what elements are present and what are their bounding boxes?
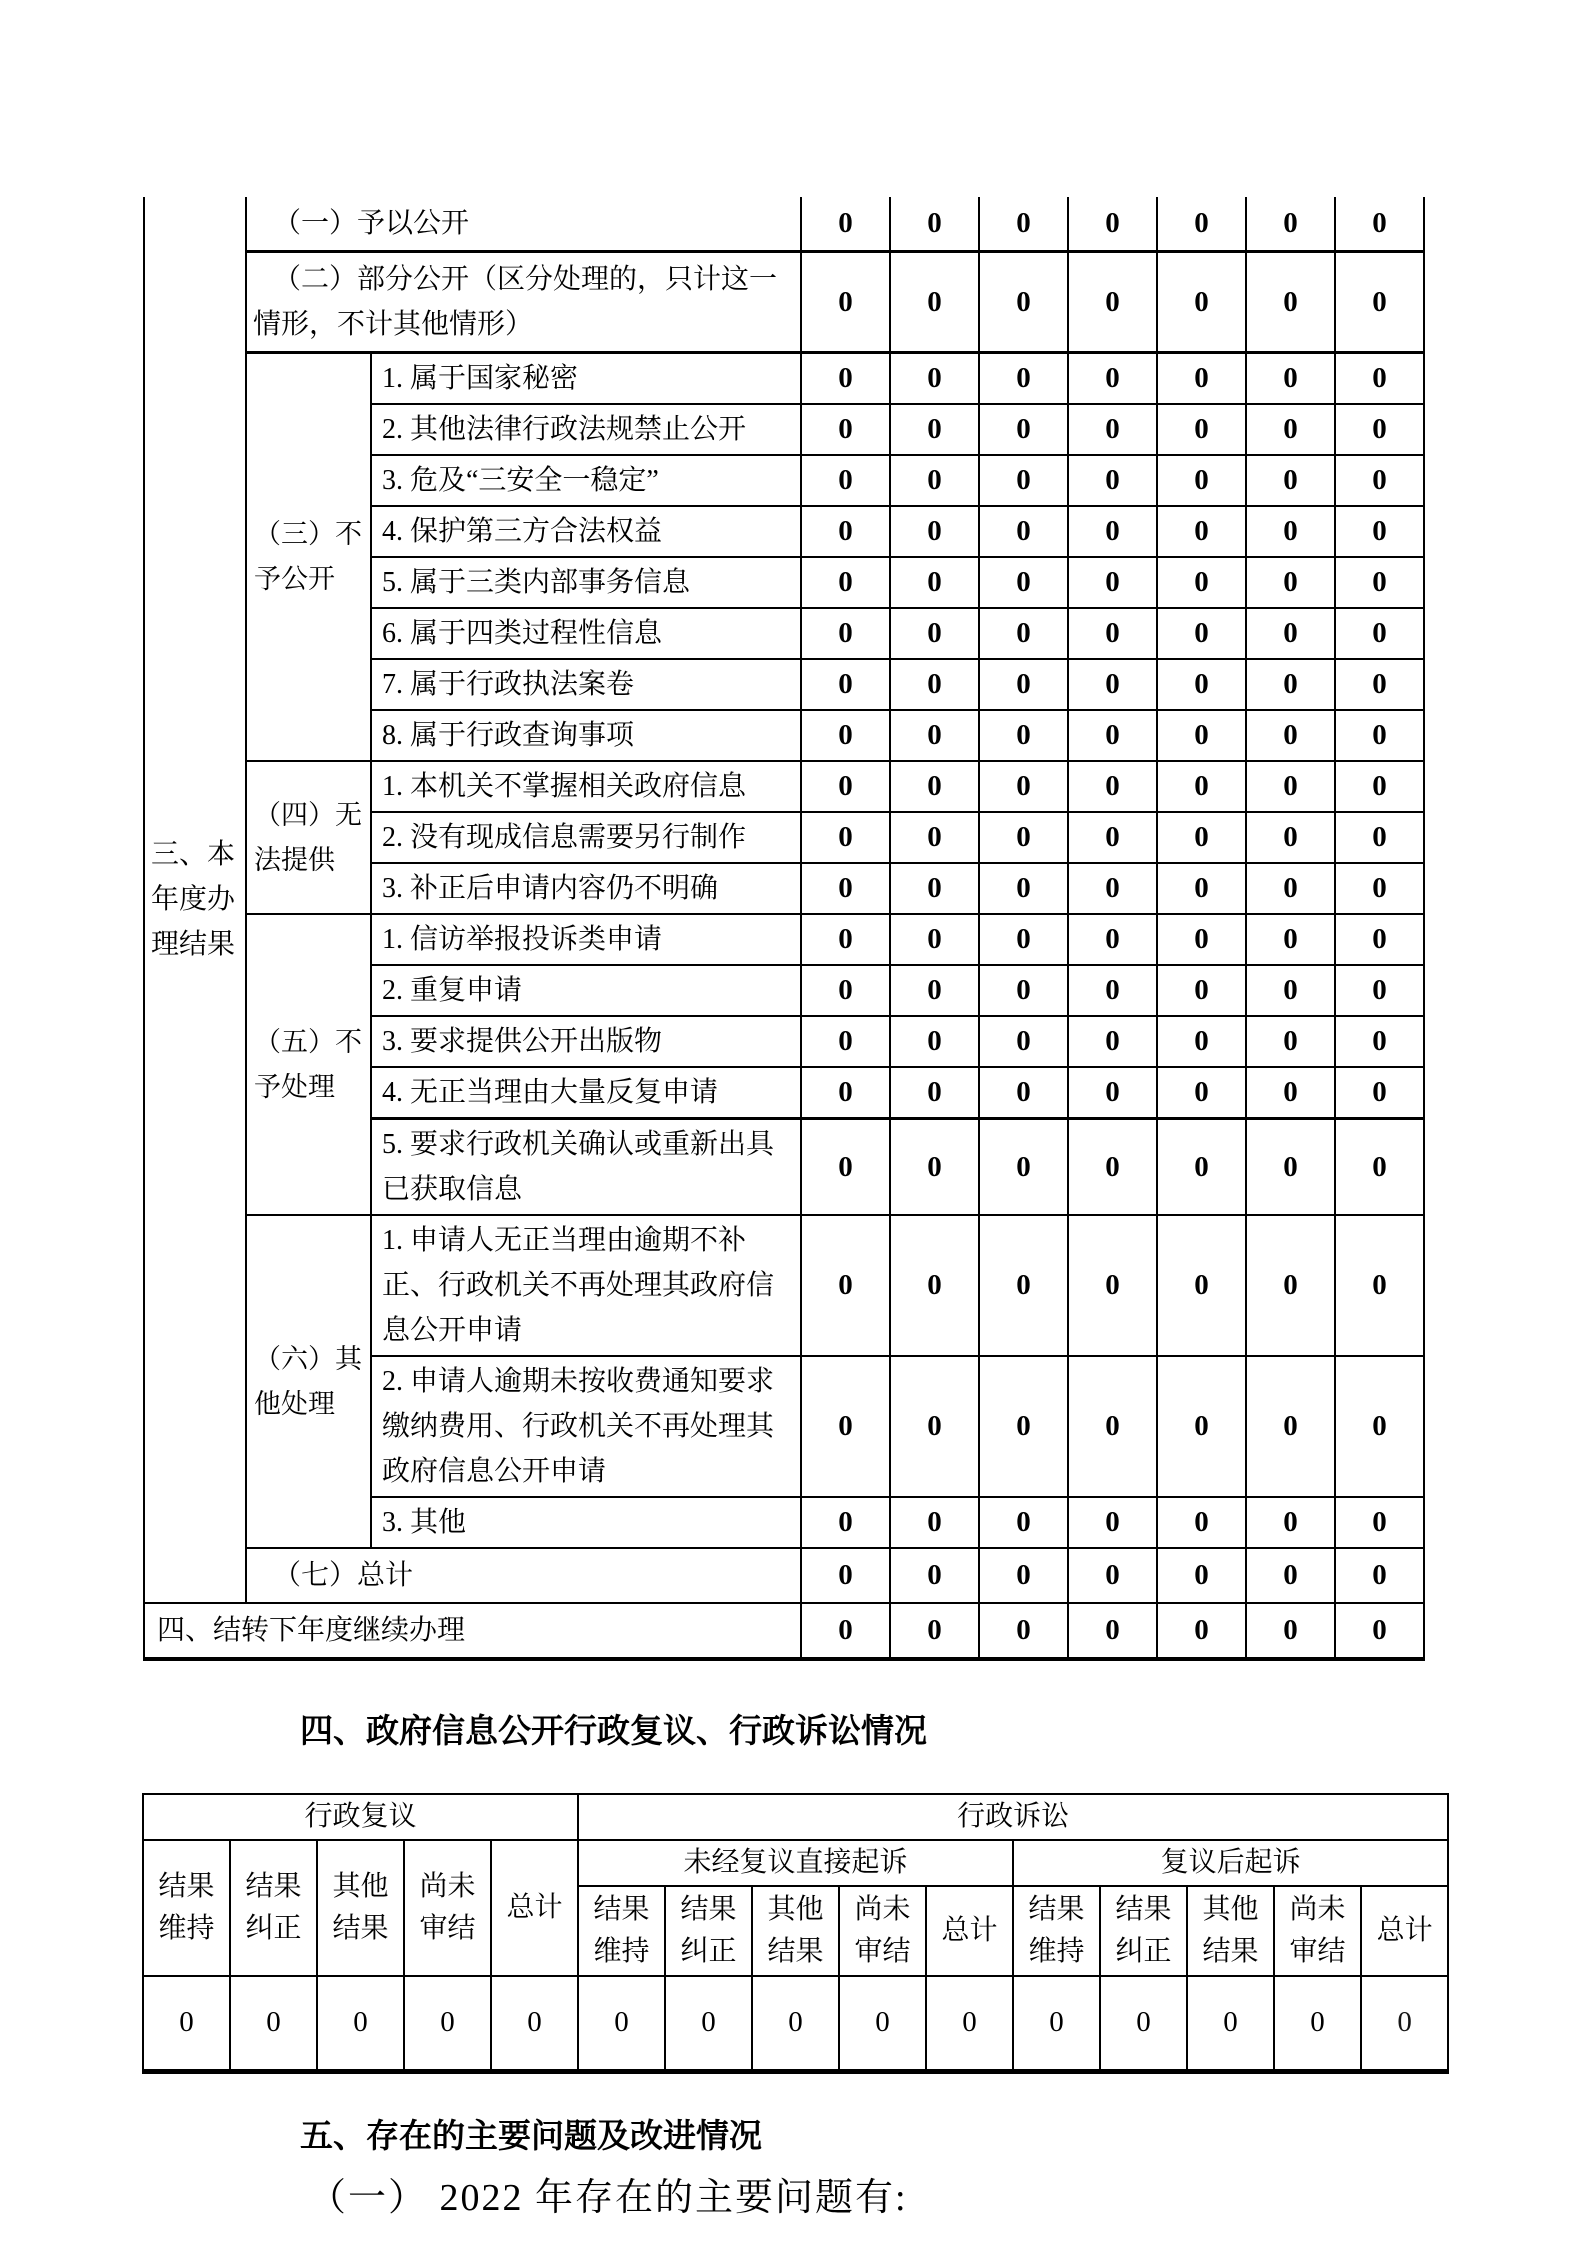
value-cell: 0 [1246,1603,1335,1659]
column-header: 其他结果 [1187,1886,1274,1976]
value-cell: 0 [1068,608,1157,659]
value-cell: 0 [1246,914,1335,965]
value-cell: 0 [979,659,1068,710]
value-cell: 0 [890,557,979,608]
value-cell: 0 [1157,1067,1246,1119]
value-cell: 0 [1246,1548,1335,1603]
value-cell: 0 [1157,353,1246,405]
value-cell: 0 [1157,608,1246,659]
value-cell: 0 [1246,252,1335,353]
value-cell: 0 [1068,1548,1157,1603]
value-cell: 0 [491,1976,578,2071]
column-header: 其他结果 [752,1886,839,1976]
row-label: 1. 属于国家秘密 [371,353,801,405]
value-cell: 0 [890,812,979,863]
value-cell: 0 [1068,710,1157,761]
value-cell: 0 [890,1548,979,1603]
value-cell: 0 [801,965,890,1016]
row-label: 6. 属于四类过程性信息 [371,608,801,659]
value-cell: 0 [801,404,890,455]
value-cell: 0 [1068,1497,1157,1548]
value-cell: 0 [979,506,1068,557]
value-cell: 0 [1335,710,1424,761]
reconsideration-group-header: 行政复议 [143,1794,578,1840]
value-cell: 0 [979,1497,1068,1548]
value-cell: 0 [890,659,979,710]
value-cell: 0 [801,557,890,608]
value-cell: 0 [890,506,979,557]
value-cell: 0 [1335,252,1424,353]
value-cell: 0 [890,761,979,812]
value-cell: 0 [1246,710,1335,761]
value-cell: 0 [1246,659,1335,710]
row-label: 5. 要求行政机关确认或重新出具已获取信息 [371,1119,801,1216]
value-cell: 0 [890,353,979,405]
row-label: 5. 属于三类内部事务信息 [371,557,801,608]
value-cell: 0 [1335,1067,1424,1119]
value-cell: 0 [1157,506,1246,557]
value-cell: 0 [1157,1356,1246,1497]
value-cell: 0 [1068,914,1157,965]
value-cell: 0 [890,1497,979,1548]
value-cell: 0 [801,197,890,252]
value-cell: 0 [1274,1976,1361,2071]
value-cell: 0 [1157,1603,1246,1659]
value-cell: 0 [1068,506,1157,557]
value-cell: 0 [1157,863,1246,914]
value-cell: 0 [1068,659,1157,710]
value-cell: 0 [143,1976,230,2071]
value-cell: 0 [1068,455,1157,506]
value-cell: 0 [1246,1016,1335,1067]
row-label: 2. 其他法律行政法规禁止公开 [371,404,801,455]
row-label: 2. 没有现成信息需要另行制作 [371,812,801,863]
value-cell: 0 [1157,1016,1246,1067]
value-cell: 0 [317,1976,404,2071]
table-row [144,197,1424,252]
value-cell: 0 [1157,557,1246,608]
value-cell: 0 [1068,197,1157,252]
value-cell: 0 [1157,1497,1246,1548]
value-cell: 0 [1157,1548,1246,1603]
value-cell: 0 [1013,1976,1100,2071]
value-cell: 0 [1246,455,1335,506]
value-cell: 0 [801,863,890,914]
value-cell: 0 [1335,1119,1424,1216]
value-cell: 0 [1157,455,1246,506]
value-cell: 0 [1335,506,1424,557]
value-cell: 0 [890,1119,979,1216]
value-cell: 0 [979,608,1068,659]
value-cell: 0 [1246,608,1335,659]
value-cell: 0 [1068,557,1157,608]
value-cell: 0 [1157,1119,1246,1216]
value-cell: 0 [1157,914,1246,965]
after-review-suit-group-header: 复议后起诉 [1013,1840,1448,1886]
value-cell: 0 [979,965,1068,1016]
value-cell: 0 [1335,914,1424,965]
value-cell: 0 [890,455,979,506]
value-cell: 0 [801,1497,890,1548]
value-cell: 0 [1157,404,1246,455]
value-cell: 0 [1157,659,1246,710]
table1-side-header: 三、本年度办理结果 [144,197,246,1603]
value-cell: 0 [1335,761,1424,812]
value-cell: 0 [890,965,979,1016]
value-cell: 0 [890,1067,979,1119]
direct-suit-group-header: 未经复议直接起诉 [578,1840,1013,1886]
value-cell: 0 [979,455,1068,506]
value-cell: 0 [801,252,890,353]
value-cell: 0 [1246,404,1335,455]
group-label-unable-to-provide: （四）无法提供 [246,761,371,914]
value-cell: 0 [1068,1603,1157,1659]
value-cell: 0 [1335,455,1424,506]
value-cell: 0 [1246,812,1335,863]
value-cell: 0 [1068,863,1157,914]
group-label-other-handling: （六）其他处理 [246,1215,371,1548]
reconsideration-litigation-table [142,1793,1449,2074]
value-cell: 0 [1068,1215,1157,1356]
value-cell: 0 [1157,1215,1246,1356]
row-label: 3. 补正后申请内容仍不明确 [371,863,801,914]
value-cell: 0 [839,1976,926,2071]
value-cell: 0 [1246,863,1335,914]
value-cell: 0 [1246,1356,1335,1497]
value-cell: 0 [979,812,1068,863]
value-cell: 0 [1246,965,1335,1016]
group-label-not-processed: （五）不予处理 [246,914,371,1215]
row-label-carried-over: 四、结转下年度继续办理 [144,1603,801,1659]
value-cell: 0 [801,1067,890,1119]
row-label: 3. 危及“三安全一稳定” [371,455,801,506]
value-cell: 0 [979,197,1068,252]
value-cell: 0 [890,1016,979,1067]
value-cell: 0 [752,1976,839,2071]
value-cell: 0 [1157,761,1246,812]
column-header: 其他结果 [317,1840,404,1976]
column-header: 总计 [491,1840,578,1976]
row-label: 1. 申请人无正当理由逾期不补正、行政机关不再处理其政府信息公开申请 [371,1215,801,1356]
value-cell: 0 [890,863,979,914]
value-cell: 0 [1246,1119,1335,1216]
section5-item1-line: （一） 2022 年存在的主要问题有: [308,2176,908,2219]
value-cell: 0 [890,914,979,965]
value-cell: 0 [1246,506,1335,557]
table-row [144,1548,1424,1603]
value-cell: 0 [890,608,979,659]
column-header: 结果纠正 [665,1886,752,1976]
value-cell: 0 [890,1603,979,1659]
value-cell: 0 [1157,252,1246,353]
value-cell: 0 [1068,252,1157,353]
value-cell: 0 [1068,353,1157,405]
column-header: 总计 [926,1886,1013,1976]
value-cell: 0 [1335,863,1424,914]
value-cell: 0 [801,710,890,761]
value-cell: 0 [1335,608,1424,659]
value-cell: 0 [1068,404,1157,455]
value-cell: 0 [979,1548,1068,1603]
value-cell: 0 [1187,1976,1274,2071]
value-cell: 0 [979,761,1068,812]
column-header: 结果维持 [1013,1886,1100,1976]
value-cell: 0 [979,1067,1068,1119]
value-cell: 0 [890,1215,979,1356]
value-cell: 0 [890,197,979,252]
value-cell: 0 [801,1016,890,1067]
row-label: 1. 信访举报投诉类申请 [371,914,801,965]
row-label-total: （七）总计 [246,1548,801,1603]
value-cell: 0 [979,1356,1068,1497]
row-label: 4. 保护第三方合法权益 [371,506,801,557]
value-cell: 0 [1335,557,1424,608]
value-cell: 0 [1335,1016,1424,1067]
value-cell: 0 [578,1976,665,2071]
value-cell: 0 [979,404,1068,455]
value-cell: 0 [926,1976,1013,2071]
value-cell: 0 [1335,1497,1424,1548]
value-cell: 0 [1157,197,1246,252]
column-header: 尚未审结 [839,1886,926,1976]
value-cell: 0 [801,608,890,659]
value-cell: 0 [801,1215,890,1356]
value-cell: 0 [1335,659,1424,710]
value-cell: 0 [801,1603,890,1659]
value-cell: 0 [1246,557,1335,608]
table-row [144,914,1424,965]
litigation-group-header: 行政诉讼 [578,1794,1448,1840]
value-cell: 0 [1335,1548,1424,1603]
value-cell: 0 [1068,1356,1157,1497]
value-cell: 0 [801,914,890,965]
value-cell: 0 [801,455,890,506]
value-cell: 0 [1068,965,1157,1016]
value-cell: 0 [1335,812,1424,863]
value-cell: 0 [1246,1067,1335,1119]
row-label: 3. 其他 [371,1497,801,1548]
value-cell: 0 [230,1976,317,2071]
row-label: 2. 重复申请 [371,965,801,1016]
value-cell: 0 [1335,1603,1424,1659]
value-cell: 0 [1157,812,1246,863]
value-cell: 0 [1068,1119,1157,1216]
value-cell: 0 [1068,761,1157,812]
section4-heading: 四、政府信息公开行政复议、行政诉讼情况 [300,1712,927,1749]
value-cell: 0 [979,557,1068,608]
table-row [144,761,1424,812]
value-cell: 0 [890,1356,979,1497]
table-row [143,1840,1448,1886]
value-cell: 0 [801,1119,890,1216]
row-label: 2. 申请人逾期未按收费通知要求缴纳费用、行政机关不再处理其政府信息公开申请 [371,1356,801,1497]
value-cell: 0 [801,659,890,710]
value-cell: 0 [1068,1067,1157,1119]
value-cell: 0 [979,353,1068,405]
section5-heading: 五、存在的主要问题及改进情况 [300,2116,762,2154]
value-cell: 0 [1100,1976,1187,2071]
value-cell: 0 [404,1976,491,2071]
value-cell: 0 [801,812,890,863]
value-cell: 0 [1335,197,1424,252]
value-cell: 0 [1361,1976,1448,2071]
value-cell: 0 [979,1603,1068,1659]
value-cell: 0 [1335,1215,1424,1356]
row-label: 7. 属于行政执法案卷 [371,659,801,710]
value-cell: 0 [1246,197,1335,252]
column-header: 尚未审结 [1274,1886,1361,1976]
row-label-granted: （一）予以公开 [246,197,801,252]
value-cell: 0 [1157,965,1246,1016]
value-cell: 0 [801,761,890,812]
table-row [144,1603,1424,1659]
value-cell: 0 [890,404,979,455]
value-cell: 0 [665,1976,752,2071]
value-cell: 0 [1068,1016,1157,1067]
value-cell: 0 [801,506,890,557]
value-cell: 0 [1246,1497,1335,1548]
value-cell: 0 [979,1215,1068,1356]
value-cell: 0 [979,914,1068,965]
table-row [143,1794,1448,1840]
value-cell: 0 [1335,404,1424,455]
value-cell: 0 [1068,812,1157,863]
value-cell: 0 [979,863,1068,914]
value-cell: 0 [890,252,979,353]
value-cell: 0 [890,710,979,761]
column-header: 总计 [1361,1886,1448,1976]
value-cell: 0 [1335,353,1424,405]
value-cell: 0 [979,710,1068,761]
value-cell: 0 [1246,1215,1335,1356]
value-cell: 0 [1246,761,1335,812]
value-cell: 0 [801,353,890,405]
table-row [143,1976,1448,2071]
value-cell: 0 [1246,353,1335,405]
row-label-partially-granted: （二）部分公开（区分处理的，只计这一情形，不计其他情形） [246,252,801,353]
column-header: 结果维持 [143,1840,230,1976]
value-cell: 0 [801,1356,890,1497]
table-row [144,252,1424,353]
value-cell: 0 [801,1548,890,1603]
value-cell: 0 [979,1016,1068,1067]
column-header: 结果维持 [578,1886,665,1976]
value-cell: 0 [1335,1356,1424,1497]
column-header: 结果纠正 [230,1840,317,1976]
row-label: 4. 无正当理由大量反复申请 [371,1067,801,1119]
value-cell: 0 [979,1119,1068,1216]
row-label: 1. 本机关不掌握相关政府信息 [371,761,801,812]
value-cell: 0 [1335,965,1424,1016]
row-label: 8. 属于行政查询事项 [371,710,801,761]
group-label-refused: （三）不予公开 [246,353,371,762]
table-row [144,353,1424,405]
processing-results-table [143,197,1425,1661]
value-cell: 0 [1157,710,1246,761]
column-header: 结果纠正 [1100,1886,1187,1976]
column-header: 尚未审结 [404,1840,491,1976]
row-label: 3. 要求提供公开出版物 [371,1016,801,1067]
table-row [144,1215,1424,1356]
value-cell: 0 [979,252,1068,353]
